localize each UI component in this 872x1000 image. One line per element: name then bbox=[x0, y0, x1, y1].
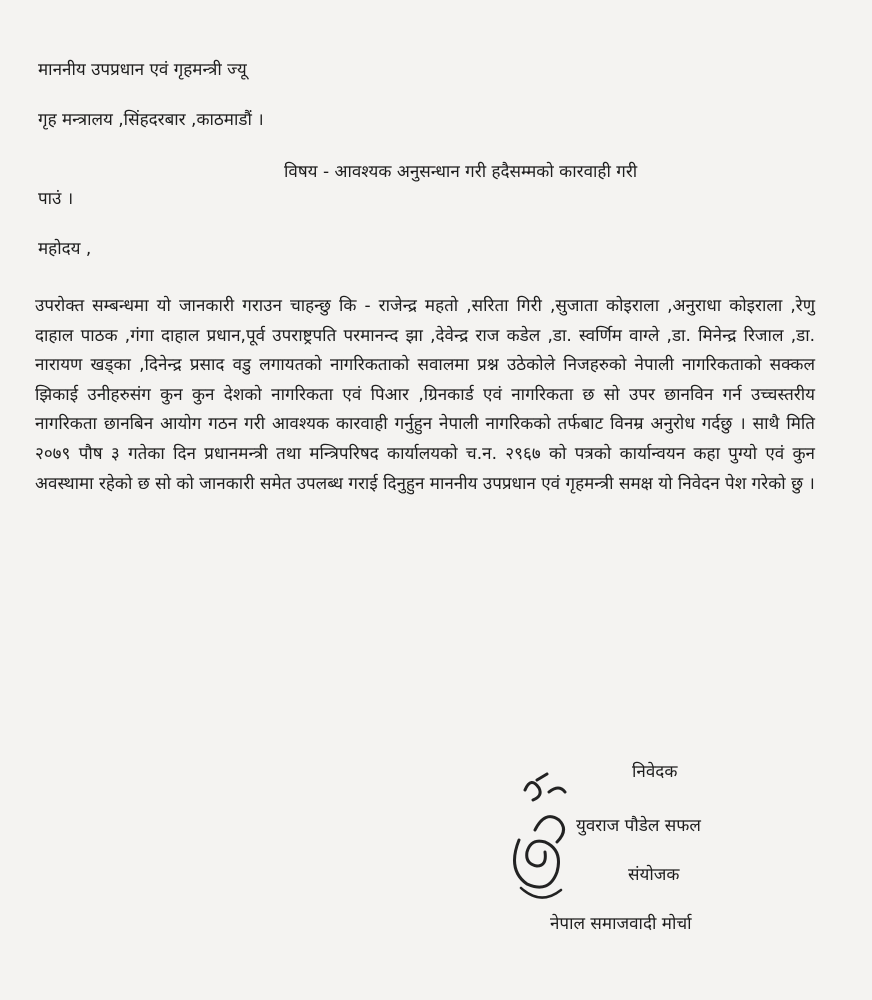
handwritten-signature bbox=[505, 770, 575, 920]
signatory-label: निवेदक bbox=[632, 762, 678, 782]
subject-continued: पाउं । bbox=[38, 189, 74, 209]
addressee-line-2: गृह मन्त्रालय ,सिंहदरबार ,काठमाडौं । bbox=[38, 110, 264, 130]
signatory-organization: नेपाल समाजवादी मोर्चा bbox=[550, 914, 692, 934]
letter-body: उपरोक्त सम्बन्धमा यो जानकारी गराउन चाहन्छु कि - राजेन्द्र महतो ,सरिता गिरी ,सुजाता कोइराला ,अनुराधा कोइराला ,रेणु दाहाल पाठक ,गंगा दाहाल प्रधान,पूर्व उपराष्ट्रपति परमानन्द झा ,देवेन्द्र राज कडेल ,डा. स्वर्णिम वाग्ले ,डा. मिनेन्द्र रिजाल ,डा. नारायण खड्का ,दिनेन्द्र प्रसाद वडु लगायतको नागरिकताको सवालमा प्रश्न उठेकोले निजहरुको नेपाली नागरिकताको सक्कल झिकाई उनीहरुसंग कुन कुन देशको नागरिकता एवं पिआर ,ग्रिनकार्ड एवं नागरिकता छ सो उपर छानविन गर्न उच्चस्तरीय नागरिकता छानबिन आयोग गठन गरी आवश्यक कारवाही गर्नुहुन नेपाली नागरिकको तर्फबाट विनम्र अनुरोध गर्दछु । साथै मिति २०७९ पौष ३ गतेका दिन प्रधानमन्त्री तथा मन्त्रिपरिषद कार्यालयको च.न. २९६७ को पत्रको कार्यान्वयन कहा पुग्यो एवं कुन अवस्थामा रहेको छ सो को जानकारी समेत उपलब्ध गराई दिनुहुन माननीय उपप्रधान एवं गृहमन्त्री समक्ष यो निवेदन पेश गरेको छु । bbox=[35, 296, 815, 494]
addressee-line-1: माननीय उपप्रधान एवं गृहमन्त्री ज्यू bbox=[38, 60, 247, 80]
signatory-title: संयोजक bbox=[628, 865, 680, 885]
salutation: महोदय , bbox=[38, 239, 92, 259]
subject-line: विषय - आवश्यक अनुसन्धान गरी हदैसम्मको कारवाही गरी bbox=[284, 162, 638, 182]
signatory-name: युवराज पौडेल सफल bbox=[576, 816, 701, 836]
